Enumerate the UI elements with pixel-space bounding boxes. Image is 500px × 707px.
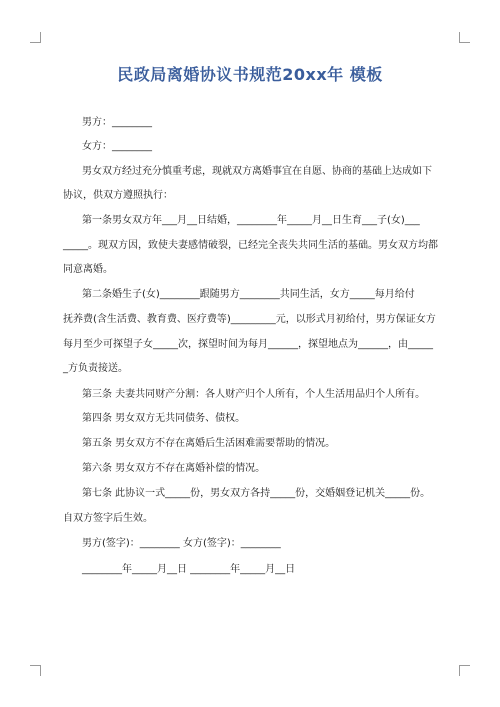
crop-mark-top-left	[30, 32, 41, 43]
line-article-6: 第六条 男女双方不存在离婚补偿的情况。	[82, 463, 266, 474]
line-article-2-a: 第二条婚生子(女)________跟随男方________共同生活，女方_____每月给付	[82, 289, 415, 300]
crop-mark-bottom-left	[30, 665, 41, 676]
line-preamble-1: 男女双方经过充分慎重考虑，现就双方离婚事宜在自愿、协商的基础上达成如下	[82, 166, 432, 177]
line-article-3: 第三条 夫妻共同财产分割：各人财产归个人所有，个人生活用品归个人所有。	[82, 389, 426, 400]
crop-mark-bottom-right	[459, 665, 470, 676]
line-article-5: 第五条 男女双方不存在离婚后生活困难需要帮助的情况。	[82, 438, 336, 449]
line-article-1-b: _____。现双方因，致使夫妻感情破裂，已经完全丧失共同生活的基础。男女双方均都	[63, 240, 438, 251]
line-sign-dates: ________年_____月__日 ________年_____月__日	[82, 564, 296, 575]
document-title: 民政局离婚协议书规范20xx年 模板	[117, 65, 383, 84]
line-preamble-2: 协议，供双方遵照执行：	[63, 190, 173, 201]
line-article-7-b: 自双方签字后生效。	[63, 513, 153, 524]
line-male-party: 男方：________	[82, 117, 152, 128]
line-article-1-c: 同意离婚。	[63, 264, 113, 275]
line-article-4: 第四条 男女双方无共同债务、债权。	[82, 413, 246, 424]
line-article-7-a: 第七条 此协议一式_____份，男女双方各持_____份，交婚姻登记机关_____份。	[82, 488, 431, 499]
line-article-2-b: 抚养费(含生活费、教育费、医疗费等)_________元，以形式月初给付，男方保证女方	[63, 314, 436, 325]
line-article-2-c: 每月至少可探望子女_____次，探望时间为每月______，探望地点为______，由_____	[63, 339, 433, 350]
crop-mark-top-right	[459, 32, 470, 43]
line-article-1-a: 第一条男女双方年___月__日结婚，________年_____月__日生育___子(女)___	[82, 215, 420, 226]
line-article-2-d: _方负责接送。	[63, 363, 128, 374]
line-signatures: 男方(签字)：________ 女方(签字)：________	[82, 538, 281, 549]
line-female-party: 女方：________	[82, 141, 152, 152]
